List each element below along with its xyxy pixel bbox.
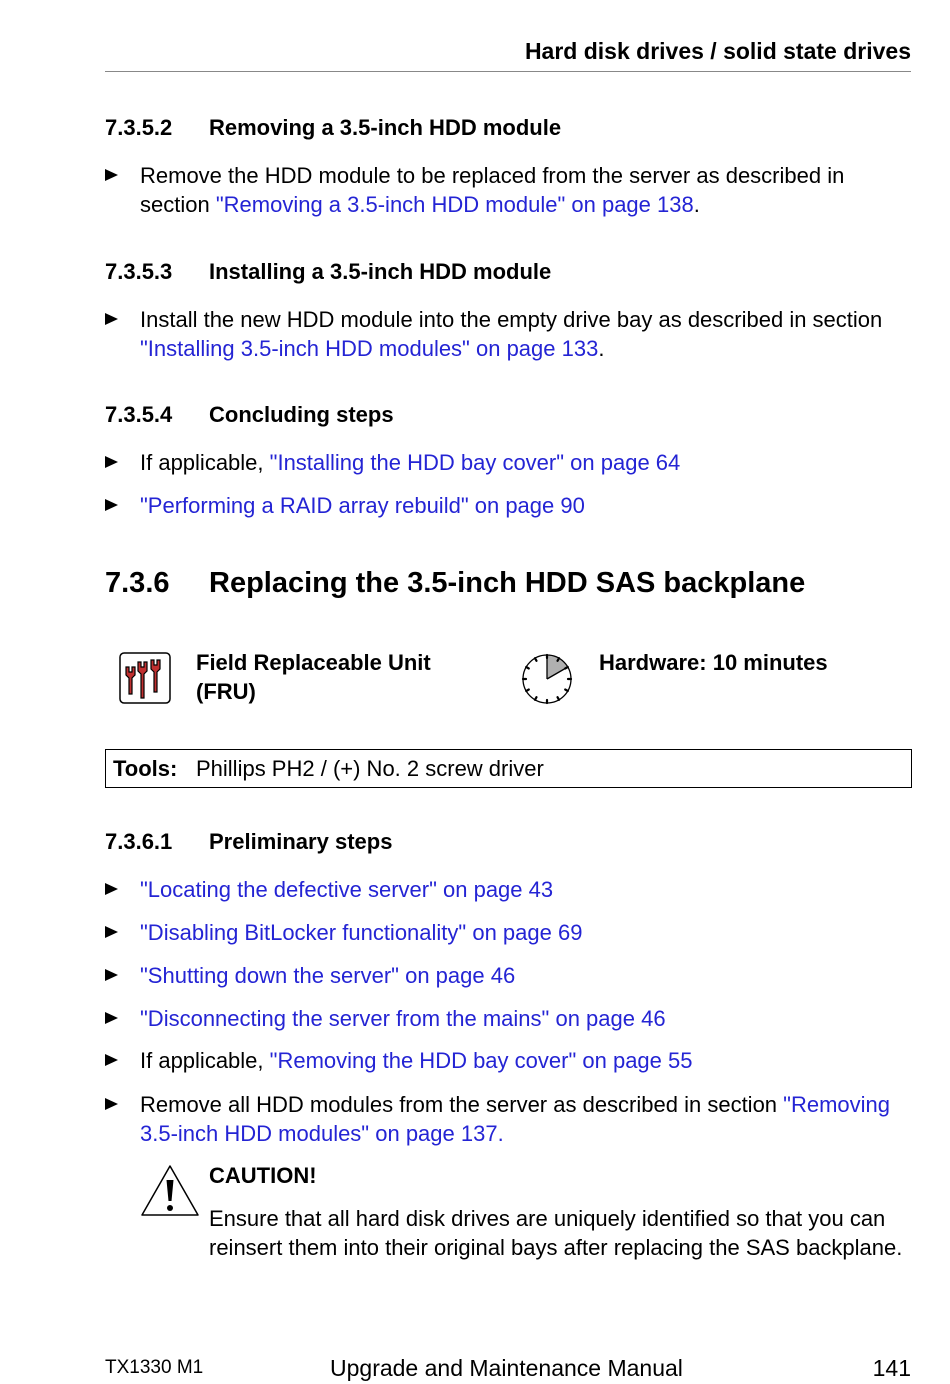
link-raid-array-rebuild[interactable]: "Performing a RAID array rebuild" on page 90 <box>140 493 585 518</box>
step-install-hdd-module <box>105 306 911 363</box>
link-removing-hdd-modules[interactable]: "Removing 3.5-inch HDD modules" on page 137. <box>140 1092 891 1146</box>
step-shutdown-server <box>105 962 911 991</box>
tools-box <box>105 749 912 788</box>
step-text: Remove the HDD module to be replaced from the server as described in section <box>140 163 845 217</box>
footer-model: TX1330 M1 <box>105 1357 204 1378</box>
heading-7-3-6 <box>105 567 805 600</box>
section-number: 7.3.5.3 <box>105 259 173 284</box>
section-title: Removing a 3.5-inch HDD module <box>209 115 562 140</box>
link-removing-hdd-bay-cover[interactable]: "Removing the HDD bay cover" on page 55 <box>269 1048 693 1073</box>
bullet-arrow-icon <box>105 456 118 468</box>
fru-label-line1: Field Replaceable Unit <box>196 650 431 675</box>
link-locating-defective-server[interactable]: "Locating the defective server" on page 43 <box>140 877 554 902</box>
step-disconnect-mains <box>105 1005 911 1034</box>
header-rule <box>105 71 911 72</box>
link-removing-hdd-module[interactable]: "Removing a 3.5-inch HDD module" on page 138 <box>215 191 694 217</box>
heading-7-3-6-1 <box>105 829 392 855</box>
step-prefix: If applicable, <box>140 450 270 475</box>
step-end: . <box>598 335 605 361</box>
caution-warning-icon <box>139 1163 201 1219</box>
step-end: . <box>693 191 700 217</box>
step-remove-bay-cover <box>105 1047 911 1076</box>
section-title: Replacing the 3.5-inch HDD SAS backplane <box>209 567 806 599</box>
section-number: 7.3.6 <box>105 567 170 599</box>
bullet-arrow-icon <box>105 313 118 325</box>
bullet-arrow-icon <box>105 499 118 511</box>
section-number: 7.3.6.1 <box>105 829 173 854</box>
step-disable-bitlocker <box>105 919 911 948</box>
section-title: Concluding steps <box>209 402 394 427</box>
running-header: Hard disk drives / solid state drives <box>524 38 911 64</box>
fru-label-line2: (FRU) <box>196 678 256 704</box>
link-disconnecting-mains[interactable]: "Disconnecting the server from the mains" on page 46 <box>140 1006 666 1031</box>
link-disabling-bitlocker[interactable]: "Disabling BitLocker functionality" on page 69 <box>140 920 583 945</box>
step-text: Remove all HDD modules from the server as described in section <box>140 1092 784 1117</box>
section-number: 7.3.5.4 <box>105 402 173 427</box>
step-text: Install the new HDD module into the empty drive bay as described in section <box>140 307 883 332</box>
section-title: Installing a 3.5-inch HDD module <box>209 259 552 284</box>
step-raid-rebuild <box>105 492 911 521</box>
bullet-arrow-icon <box>105 1098 118 1110</box>
step-locate-server <box>105 876 911 905</box>
step-remove-hdd-module <box>105 162 911 219</box>
heading-7-3-5-3 <box>105 259 551 285</box>
tools-value: Phillips PH2 / (+) No. 2 screw driver <box>196 756 544 781</box>
fru-wrench-icon <box>119 652 171 704</box>
bullet-arrow-icon <box>105 926 118 938</box>
section-number: 7.3.5.2 <box>105 115 173 140</box>
heading-7-3-5-2 <box>105 115 561 141</box>
bullet-arrow-icon <box>105 1054 118 1066</box>
bullet-arrow-icon <box>105 1012 118 1024</box>
bullet-arrow-icon <box>105 883 118 895</box>
bullet-arrow-icon <box>105 969 118 981</box>
link-installing-hdd-bay-cover[interactable]: "Installing the HDD bay cover" on page 64 <box>269 450 681 475</box>
fru-label <box>196 649 431 706</box>
caution-title: CAUTION! <box>209 1163 317 1188</box>
footer-manual-title: Upgrade and Maintenance Manual <box>330 1355 683 1381</box>
step-prefix: If applicable, <box>140 1048 270 1073</box>
link-installing-hdd-modules[interactable]: "Installing 3.5-inch HDD modules" on page 133 <box>140 335 599 361</box>
section-title: Preliminary steps <box>209 829 393 854</box>
step-remove-all-hdd-modules <box>105 1091 911 1148</box>
link-shutting-down-server[interactable]: "Shutting down the server" on page 46 <box>140 963 516 988</box>
hardware-time: Hardware: 10 minutes <box>599 650 828 675</box>
clock-icon <box>519 651 575 707</box>
heading-7-3-5-4 <box>105 402 394 428</box>
caution-text: Ensure that all hard disk drives are uniquely identified so that you can reinsert them into their original bays after replacing the SAS backplane. <box>209 1206 903 1260</box>
bullet-arrow-icon <box>105 169 118 181</box>
step-install-bay-cover <box>105 449 911 478</box>
footer-page-number: 141 <box>872 1355 911 1381</box>
tools-label: Tools: <box>113 756 178 781</box>
